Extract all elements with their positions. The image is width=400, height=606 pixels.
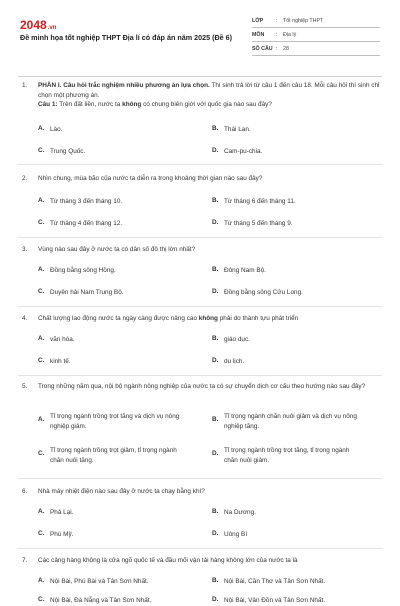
option-letter: B. [212,508,219,515]
option-text: du lịch. [224,358,245,365]
question-emphasis: không [198,315,218,322]
option-text: Đồng bằng sông Cửu Long. [224,289,303,296]
option-letter: D. [212,219,219,226]
option-text: Lào. [50,126,63,133]
option-letter: C. [38,450,45,457]
option-letter: C. [38,219,45,226]
meta-separator: : [276,46,278,52]
question-text-part: có chung biên giới với quốc gia nào sau đây? [141,101,272,108]
part-instruction: Thí sinh trả lời từ câu 1 đến câu 18. Mỗi câu hỏi thí sinh chỉ chọn một phương án. [38,82,380,99]
meta-key: LỚP [252,18,264,24]
option-letter: D. [212,288,219,295]
option-letter: A. [38,125,45,132]
option-text: Từ tháng 5 đến tháng 9. [224,220,293,227]
logo-text: 2048 [20,18,47,32]
option-text: văn hóa. [50,336,75,343]
question-text: Vùng nào sau đây ở nước ta có dân số đô thị lớn nhất? [38,246,196,253]
option-letter: B. [212,577,219,584]
question-text: Nhà máy nhiệt điện nào sau đây ở nước ta chạy bằng khí? [38,488,205,495]
question-text-part: phải do thành tựu phát triển [217,315,299,322]
option-letter: D. [212,357,219,364]
part-heading: PHẦN I. Câu hỏi trắc nghiệm nhiều phương án lựa chọn. [38,82,210,89]
option-text: Phả Lại. [50,509,74,516]
option-letter: C. [38,357,45,364]
site-logo[interactable] [20,18,56,32]
option-letter: C. [38,596,45,603]
option-text: Tỉ trọng ngành trồng trọt giảm, tỉ trọng ngành chăn nuôi tăng. [50,447,177,464]
question-number: 4. [22,315,28,322]
option-text: Nội Bài, Vân Đồn và Tân Sơn Nhất. [224,597,326,604]
option-letter: B. [212,197,219,204]
option-text: Cam-pu-chia. [224,148,263,155]
header [0,0,400,70]
question-text: Trong những năm qua, nội bộ ngành nông nghiệp của nước ta có sự chuyển dịch cơ cấu theo hướng nào sau đây? [38,383,366,390]
option-letter: A. [38,266,45,273]
option-letter: D. [212,147,219,154]
option-text: Đông Nam Bộ. [224,267,266,274]
question-divider [18,237,382,238]
option-text: Tỉ trọng ngành chăn nuôi giảm và dịch vụ nông nghiệp tăng. [224,413,357,430]
question-number: 5. [22,383,28,390]
option-letter: D. [212,450,219,457]
question-text: Các cảng hàng không là cửa ngõ quốc tế và đầu mối vận tải hàng không lớn của nước ta là [38,557,298,564]
option-letter: D. [212,530,219,537]
option-text: Tỉ trọng ngành trồng trọt tăng, tỉ trọng ngành chăn nuôi giảm. [224,447,350,464]
option-text: Từ tháng 6 đến tháng 11. [224,198,296,205]
meta-table [252,14,380,56]
option-text: Phú Mỹ. [50,531,74,538]
question-text [38,314,383,324]
question-divider [18,164,382,165]
meta-value: Địa lý [283,32,297,38]
option-letter: B. [212,125,219,132]
option-letter: A. [38,577,45,584]
option-text: Uông Bí [224,531,248,538]
question-divider [18,478,382,479]
question-text: Nhìn chung, mùa bão của nước ta diễn ra trong khoảng thời gian nào sau đây? [38,175,263,182]
option-letter: B. [212,266,219,273]
option-text: Trung Quốc. [50,148,86,155]
question-divider [18,306,382,307]
option-letter: C. [38,288,45,295]
question-divider [18,375,382,376]
question-text [38,81,383,110]
option-letter: A. [38,335,45,342]
question-emphasis: không [122,101,142,108]
question-label: Câu 1: [38,101,58,108]
question-number: 3. [22,246,28,253]
header-divider [18,76,382,77]
option-letter: A. [38,416,45,423]
option-text: Từ tháng 4 đến tháng 12. [50,220,123,227]
question-number: 2. [22,175,28,182]
question-number: 6. [22,488,28,495]
question-divider [18,548,382,549]
meta-row-count [252,42,380,56]
option-text: Đồng bằng sông Hồng. [50,267,116,274]
option-text: Duyên hải Nam Trung Bộ. [50,289,124,296]
option-text: Từ tháng 3 đến tháng 10. [50,198,123,205]
option-text: Nội Bài, Đà Nẵng và Tân Sơn Nhất. [50,597,152,604]
option-letter: B. [212,335,219,342]
meta-separator: : [276,18,278,24]
option-text: giáo dục. [224,336,250,343]
meta-row-subject [252,28,380,42]
option-letter: C. [38,147,45,154]
question-number: 1. [22,82,28,89]
option-text: Thái Lan. [224,126,251,133]
option-text: Tỉ trọng ngành trồng trọt tăng và dịch vụ nông nghiệp giảm. [50,413,180,430]
question-text-part: Chất lượng lao động nước ta ngày càng được nâng cao [38,315,199,322]
logo-suffix: .vn [47,25,57,31]
meta-key: SỐ CÂU [252,46,273,52]
option-letter: B. [212,416,219,423]
meta-value: Tốt nghiệp THPT [283,18,324,24]
option-letter: A. [38,197,45,204]
option-text: kinh tế. [50,358,71,365]
question-text-part: Trên đất liền, nước ta [57,101,123,108]
option-letter: A. [38,508,45,515]
option-text: Na Dương. [224,509,256,516]
document-title: Đề minh họa tốt nghiệp THPT Địa lí có đáp án năm 2025 (Đề 6) [20,33,233,42]
meta-key: MÔN [252,32,265,38]
meta-separator: : [276,32,278,38]
meta-value: 28 [283,46,289,52]
option-text: Nội Bài, Phú Bài và Tân Sơn Nhất. [50,578,149,585]
option-letter: C. [38,530,45,537]
option-letter: D. [212,596,219,603]
option-text: Nội Bài, Cần Thơ và Tân Sơn Nhất. [224,578,326,585]
question-number: 7. [22,557,28,564]
meta-row-class [252,14,380,28]
